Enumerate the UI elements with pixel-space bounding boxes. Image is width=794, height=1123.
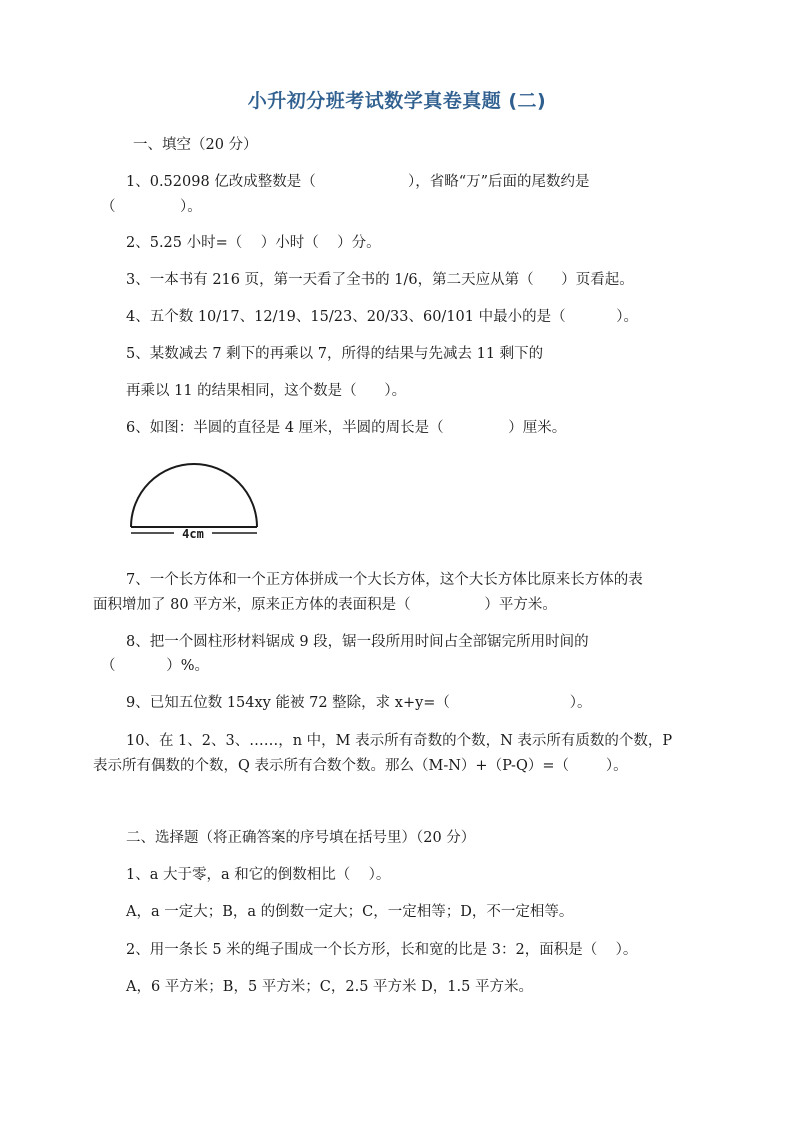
question-7-line2: 面积增加了 80 平方米，原来正方体的表面积是（ ）平方米。 (93, 597, 557, 613)
question-9: 9、已知五位数 154xy 能被 72 整除，求 x+y=（ ）。 (126, 695, 592, 711)
question-1-line2: （ ）。 (101, 199, 202, 215)
question-5-line2: 再乘以 11 的结果相同，这个数是（ ）。 (126, 383, 407, 399)
question-7-line1: 7、一个长方体和一个正方体拼成一个大长方体，这个大长方体比原来长方体的表 (126, 572, 643, 588)
question-8-line2: （ ）%。 (101, 658, 209, 674)
page-title: 小升初分班考试数学真卷真题 (二) (247, 90, 547, 112)
section2-heading: 二、选择题（将正确答案的序号填在括号里）（20 分） (126, 830, 476, 846)
question-5-line1: 5、某数减去 7 剩下的再乘以 7，所得的结果与先减去 11 剩下的 (126, 346, 544, 362)
question-10-line1: 10、在 1、2、3、……，n 中，M 表示所有奇数的个数，N 表示所有质数的个数，P (126, 733, 673, 749)
choice-question-2-options: A，6 平方米；B，5 平方米；C，2.5 平方米 D，1.5 平方米。 (126, 979, 533, 995)
diameter-label: 4cm (182, 527, 204, 541)
question-10-line2: 表示所有偶数的个数，Q 表示所有合数个数。那么（M-N）+（P-Q）=（ ）。 (93, 758, 628, 774)
choice-question-2: 2、用一条长 5 米的绳子围成一个长方形，长和宽的比是 3：2，面积是（ ）。 (126, 942, 638, 958)
choice-question-1: 1、a 大于零，a 和它的倒数相比（ ）。 (126, 867, 391, 883)
choice-question-1-options: A，a 一定大；B，a 的倒数一定大；C，一定相等；D，不一定相等。 (126, 904, 574, 920)
question-6: 6、如图：半圆的直径是 4 厘米，半圆的周长是（ ）厘米。 (126, 420, 567, 436)
question-2: 2、5.25 小时=（ ）小时（ ）分。 (126, 235, 381, 251)
question-8-line1: 8、把一个圆柱形材料锯成 9 段，锯一段所用时间占全部锯完所用时间的 (126, 634, 589, 650)
section1-heading: 一、填空（20 分） (133, 137, 258, 153)
semicircle-arc (131, 464, 257, 527)
semicircle-figure (126, 457, 262, 545)
question-4: 4、五个数 10/17、12/19、15/23、20/33、60/101 中最小的是（ ）。 (126, 309, 639, 325)
question-1-line1: 1、0.52098 亿改成整数是（ ），省略“万”后面的尾数约是 (126, 174, 590, 190)
question-3: 3、一本书有 216 页，第一天看了全书的 1/6，第二天应从第（ ）页看起。 (126, 272, 634, 288)
